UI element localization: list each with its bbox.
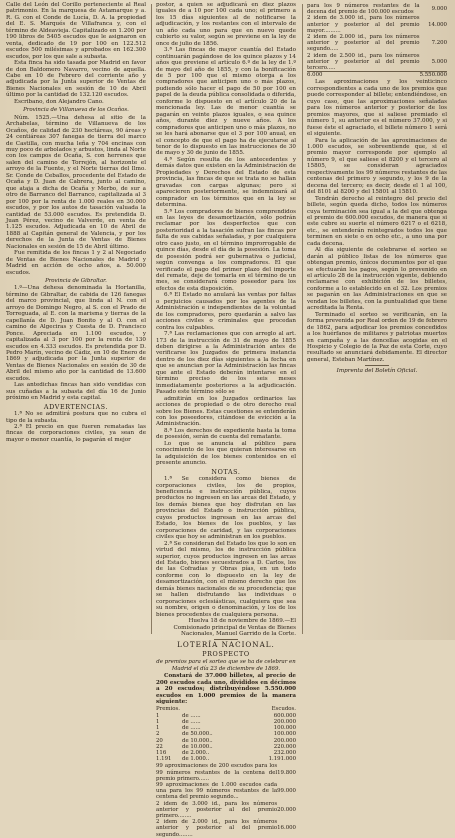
table-row [307, 34, 447, 53]
prize-label: de ...... [182, 718, 201, 725]
prize-label: de 50.000.. [182, 731, 213, 738]
prize-count: 1 [156, 725, 160, 732]
prize-value: 600.000 [273, 712, 296, 719]
prize-count: 2 [156, 731, 160, 738]
prize-value: 1.191.000 [268, 756, 296, 763]
prospecto-subheading: de premios para el sorteo que se ha de celebrar en Madrid el día 23 de diciembre de 1869. [156, 659, 296, 672]
line-value: 99.000 [277, 788, 296, 795]
table-row [156, 819, 296, 838]
table-row [156, 756, 296, 762]
line-text: para los 9 números restantes de la decena del premio de 100.000 escudos [307, 3, 420, 16]
prize-value: 100.000 [273, 731, 296, 738]
prize-value: 200.000 [273, 737, 296, 744]
paragraph: Lo que se anuncia al público para conocimiento de los que quieran interesarse en la adquisición de los bienes contenidos en el presente anuncio. [156, 440, 296, 467]
table-row [307, 3, 447, 15]
paragraph: Tendrán derecho al reintegro del precio del billete, según queda dicho, todos los números cuya terminación sea igual a la del que obtenga el premio de 600.000 escudos, de manera que si este cubre su suerte el número 6217 o el 6218, etc., se entenderán reintegrados todos los que terminen en siete o en ocho etc., a uno una por cada decena. [307, 195, 447, 247]
column-3 [307, 2, 447, 636]
column-rule [151, 4, 152, 634]
line-value: 16.000 [277, 825, 296, 832]
prize-count: 22 [156, 743, 163, 750]
line-value: 19.800 [277, 769, 296, 776]
paragraph: Al día siguiente de celebrarse el sorteo se darán al público listas de los números que obtengan premio, únicos documentos por el que se efectuarán los pagos, según lo prevenido en el artículo 28 de la instrucción vigente, debiendo reclamarse con exhibición de los billetes, conforme a lo establecido en el 32. Los premios se pagarán en las Administraciones en que se vendan los billetes, con la puntualidad que tiene acreditada la Renta. [307, 247, 447, 312]
divider [365, 365, 389, 366]
line-text: 99 aproximaciones de 1.000 escudos cada una para los 99 números restantes de la centena del premio segundo... [156, 781, 278, 801]
paragraph: 4.ª Según resulta de los antecedentes y demás datos que existen en la Administración de Propiedades y Derechos del Estado de esta provincia, las fincas de que se trata no se hallan gravadas con cargas algunas; pero si aparecieren posteriormente, se indemnizará al comprador en los términos que en la ley se determina. [156, 156, 296, 209]
prize-label: de ...... [182, 712, 201, 719]
line-text: 2 idem de 2.500 id., para los números anterior y posterior al del premio tercero..... [307, 52, 420, 72]
table-row [156, 801, 296, 820]
line-value: 9.000 [431, 6, 447, 13]
prize-label: de ...... [182, 725, 201, 732]
line-text: 99 aproximaciones de 200 escudos para los 99 números restantes de la centena del premio primero...... [156, 763, 278, 782]
total-row [307, 72, 447, 79]
paragraph: postor, a quien se adjudicará en diez plazos iguales de a 10 por 100 cada uno; el primero a los 15 días siguientes al de notificarse la adjudicación, y los restantes con el intervalo de un año cada uno para que en nuevo quede cubierto su valor, según se previene en la ley de once de julio de 1856. [156, 2, 296, 47]
line-text: 2 idem de 3.000 id., para los números anterior y posterior al del premio primero........ [156, 800, 278, 819]
paragraph: 1.ª No se admitirá postura que no cubra el tipo de la subasta. [6, 411, 146, 424]
column-2 [156, 2, 296, 838]
table-row [307, 53, 447, 72]
prospecto-heading: PROSPECTO [202, 649, 250, 658]
prize-count: 1 [156, 712, 160, 719]
table-row [307, 15, 447, 34]
paragraph: 2.ª El precio en que fueren rematadas las fincas de corporaciones civiles, ya sean de mayor o menor cuantía, lo pagarán el mejor [6, 424, 146, 443]
paragraph: Esta finca ha sido tasada por Madrid en favor de don Baldomero Navarro, vecino de aquella. Cabe en 10 de Febrero del corriente año y adjudicada por la Junta superior de Ventas de Bienes Nacionales en sesión de 10 de Abril último por la cantidad de 132.120 escudos. [6, 60, 146, 99]
prize-label: de 2.000.. [182, 749, 210, 756]
prize-table [156, 706, 296, 762]
paragraph: 2.ª Se consideran del Estado los que lo son en virtud del mismo, los de instrucción pública superior, cuyos productos ingresen en las arcas del Estado, bienes secuestrados a D. Carlos, los de las Cofradías y Obras pías, en un todo conforme con lo dispuesto en la ley de desamortización, con el mismo derecho que los demás bienes nacionales de su procedencia; que se hallen disfrutando las individuas o corporaciones eclesiásticas, cualquiera que sea su nombre, origen o denominación, y los de los bienes procedentes de cualquiera persona. [156, 540, 296, 618]
paragraph: 3.ª Las fincas de mayor cuantía del Estado continuarán pagándose de los quince plazos y 14 años que previene el artículo 6.º de la ley de 1.º de mayo del año de 1855, y con la bonificación de 5 por 100 que el mismo otorga a los compradores que anticipen uno o más plazos, pudiendo sólo hacer el pago de 50 por 100 en papel de la deuda pública consolidada o diferida, conforme lo dispuesto en el artículo 20 de la mencionada ley. Las de menor cuantía se pagarán en veinte plazos iguales, o sea quince años, durante diez y nueve años. A los compradores que anticipen uno o más plazos, no se les hará abonarse que el 3 por 100 anual, en el concepto de que el pago ha de ejecutarse al tenor de lo dispuesto en las instrucciones de 30 de mayo y 30 de junio de 1855. [156, 47, 296, 157]
total-count: 6.000 [307, 72, 420, 79]
paragraph: Calle del León del Corillo perteneciente al Real patrimonio. En la marquesa de Astamarque y a. R. G. con el Conde de Lucía, D. A. la propiedad del E. S. Marqués de Villafranca y, con el término de Aldeavieja. Capitalizado en 1.200 por 190 libros de 5405 escudos que le asignaron en venta, dedicado de 19 por 100 en 122.512 escudos 500 milésimas y aprobados en 162.300 escudos, por los que sale a subasta. [6, 2, 146, 60]
prize-extra-table [307, 3, 447, 78]
approximation-table [156, 763, 296, 837]
imprint-line: Imprenta del Boletín Oficial. [336, 368, 418, 375]
paragraph: 1.ª Se considera como bienes de corporaciones civiles, los de propios, beneficencia e instrucción pública, cuyos productos no ingresen en las arcas del Estado, y los demás bienes que hoy disfrutan en las provincias del Estado o instrucción pública, cuyos productos ingresan en las arcas del Estado, los bienes de los pueblos, y las corporaciones de caridad, y las corporaciones civiles que hoy se administran en los pueblos. [156, 476, 296, 541]
paragraph: 1.º—Una dehesa denominada la Hortanilla, término de Gibraltar, de cabida de 126 fanegas del marco provincial, que linda al N. con el arroyo de Domingo Negro, al S. con el Prado de Torreguada, al E. con la marisma y tierras de la capellanía de D. Juan Bonito y al O. con el camino de Algeciras y Cuesta de D. Francisco Ponce. Apreciada en 1.100 escudos, y capitalizada al 3 por 100 por la renta de 130 escudos en 4.333 escudos. Es pretendida por D. Pedro Marín, vecino de Cádiz, en 10 de Enero de 1869 y adjudicada por la Junta superior de Ventas de Bienes Nacionales en sesión de 30 de Abril del mismo año por la cantidad de 13.600 escudos. [6, 285, 146, 382]
paragraph: Para la aplicación de las aproximaciones de 1.000 escudos, se sobreentiende que, si el premio mayor corresponde por ejemplo al número 9, el que saliese el 8200 y el tercero al 15805, se consideran agraciados respectivamente los 99 números restantes de las centenas del primero y segundo, y los 9 de la decena del tercero; es decir, desde el 1 al 100, del 8101 al 8200 y del 15801 al 15810. [307, 137, 447, 196]
section-heading: ADVERTENCIAS. [43, 402, 109, 411]
column-header: Escudos. [271, 706, 296, 713]
paragraph: 7.ª Las reclamaciones que con arreglo al art. 173 de la instrucción de 31 de mayo de 1855 deben dirigirse a la Administración antes de verificarse los Juzgados de primera instancia dentro de los diez días siguientes a la fecha en que se anuncian por la Administración las fincas que ante el Estado deberán intentarse en el término preciso de los seis meses inmediatamente posteriores a la adjudicación. Pasado este término sólo se [156, 331, 296, 396]
line-value: 7.200 [431, 40, 447, 47]
prize-label: de 10.000.. [182, 743, 213, 750]
line-value: 14.000 [428, 21, 447, 28]
prize-count: 1.191 [156, 756, 172, 763]
prize-label: de 10.000.. [182, 737, 213, 744]
line-text: 2 idem de 2.000 id., para los números anterior y posterior al del premio segundo........ [156, 819, 278, 838]
paragraph: Las aproximaciones y los veinticinco correspondientes a cada uno de los premios que puede corresponder al billete; entendiéndose, en cuyo caso, que las aproximaciones señaladas para los números anterior y posterior de los premios mayores, que si saliese premiado el número 1, su anterior es el número 37.000, y si fuese éste el agraciado, el billete número 1 será el siguiente. [307, 79, 447, 138]
paragraph: Huelva 18 de noviembre de 1869.—El Comisionado principal de Ventas de Bienes Nacionales, Manuel Garrido de la Corte. [173, 618, 296, 637]
table-row [156, 763, 296, 782]
paragraph: 5.ª Los compradores de bienes comprendidos en las leyes de desamortización, sólo podrán reclamar por los desperfectos que con posterioridad a la tasación sufran las fincas por falta de sus cabidas señaladas, y por cualquiera otro caso justo, en el término improrrogable de quince días, desde el día de la posesión. La toma de posesión podrá ser gubernativa o judicial, según convenga a los compradores. El que verificado el pago del primer plazo del importe del remate, deje de tomarla en el término de un mes, se considerará como poseedor para los efectos de esta disposición. [156, 208, 296, 292]
paragraph: Las antedichas fincas han sido vendidas con sus cuñadas a la subasta del día 16 de Junio próximo en Madrid y esta capital. [6, 382, 146, 402]
paragraph: admitirán en los Juzgados ordinarios las acciones de propiedad o de otro derecho real sobre los Bienes. Estas cuestiones se entenderán con los poseedores, citándose de evicción a la Administración. [156, 395, 296, 428]
column-1 [6, 2, 146, 636]
total-value: 5.550.000 [419, 72, 447, 79]
section-heading: NOTAS. [211, 467, 241, 476]
line-value: 5.000 [431, 58, 447, 65]
prize-label: de 1.000.. [182, 756, 210, 763]
paragraph: Escribano, don Alejandro Cano. [14, 98, 104, 105]
paragraph: 8.ª Los derechos de expediente hasta la toma de posesión, serán de cuenta del rematante. [156, 427, 296, 441]
prize-value: 220.000 [273, 743, 296, 750]
lottery-intro: Constará de 37.000 billetes, al precio de 200 escudos cada uno, divididos en décimos a 20 escudos; distribuyéndose 5.550.000 escudos en 1.000 premios de la manera siguiente: [156, 673, 296, 706]
prize-value: 232.000 [273, 749, 296, 756]
line-value: 20.000 [277, 806, 296, 813]
prize-value: 200.000 [273, 718, 296, 725]
prize-count: 1 [156, 718, 160, 725]
paragraph: Fue remitida de los fincas 1 y 2 al Negociado de Ventas de Bienes Nacionales de Madrid y Madrid en acción de ocho años, a. 50.000 escudos. [6, 250, 146, 276]
section-heading: Provincia de Villanueva de los Ocaños. [23, 107, 129, 114]
paragraph: 6.ª El Estado no anulará las ventas por faltas o perjuicios causados por los agentes de la Administración e independientes de la voluntad de los compradores, pero quedarán a salvo las acciones civiles o criminales que procedan contra los culpables. [156, 292, 296, 331]
prize-count: 116 [156, 749, 167, 756]
column-header: Premios. [156, 706, 180, 713]
line-text: 2 idem de 2.000 id., para los números anterior y posterior al del premio segundo..... [307, 34, 420, 53]
prize-extra-lines [307, 3, 447, 78]
paragraph: Núm. 1525.—Una dehesa al sitio de la Archabelas, término de Villanueva de los Ocaños, de calidad de 230 hectáreas, 90 áreas y 24 centiáreas 307 fanegas de tierra del marco de Castilla, con mucha leña y 704 encinas con muy poco de arbolados y arbustos, linda al Norte con los campos de Ocaña, S. con herrenes que salen del camino de Torrejón, al horizonte el arroyo de la Fuente, y el Norte tierras del Ilmo. Sr. Conde de Ceballos, procedente del Estado de Ocaña y D. Juan de Cabrera, junto al camino, que ataja a dicha de Ocaña y Merbo, de sur a otro de Barranco del Barranco, capitalizada al 3 por 100 por la renta de 1.000 reales en 30.000 escudos, y por los autos de tasación valuada la cantidad de 53.000 escudos. Es pretendida D. Juan Pérez, vecino de Valverde, en venta de 1.125 escudos. Adjudicada en 10 de Abril de 1888 al Capitán general de Valencia, y por los derechos de la Junta de Ventas de Bienes Nacionales en sesión de 15 de Abril último. [6, 114, 146, 250]
prize-count: 20 [156, 737, 163, 744]
table-row [156, 782, 296, 801]
line-text: 2 idem de 3.000 id., para los números anterior y posterior al del premio mayor.......... [307, 15, 420, 34]
prize-value: 100.000 [273, 725, 296, 732]
column-rule [302, 4, 303, 634]
section-heading: Provincia de Gibraltar. [45, 278, 107, 285]
lottery-heading: LOTERÍA NACIONAL. [177, 640, 275, 650]
paragraph: Terminado el sorteo se verificarán, en la forma prevenida por Real orden de 19 de febrero de 1862, para adjudicar los premios concedidos a los huérfanos de militares y patriotas muertos en campaña y a las doncellas acogidas en el Hospicio y Colegio de la Paz de esta Corte, cuyo resultado se anunciará debidamente. El director general, Esteban Martínez. [307, 311, 448, 363]
